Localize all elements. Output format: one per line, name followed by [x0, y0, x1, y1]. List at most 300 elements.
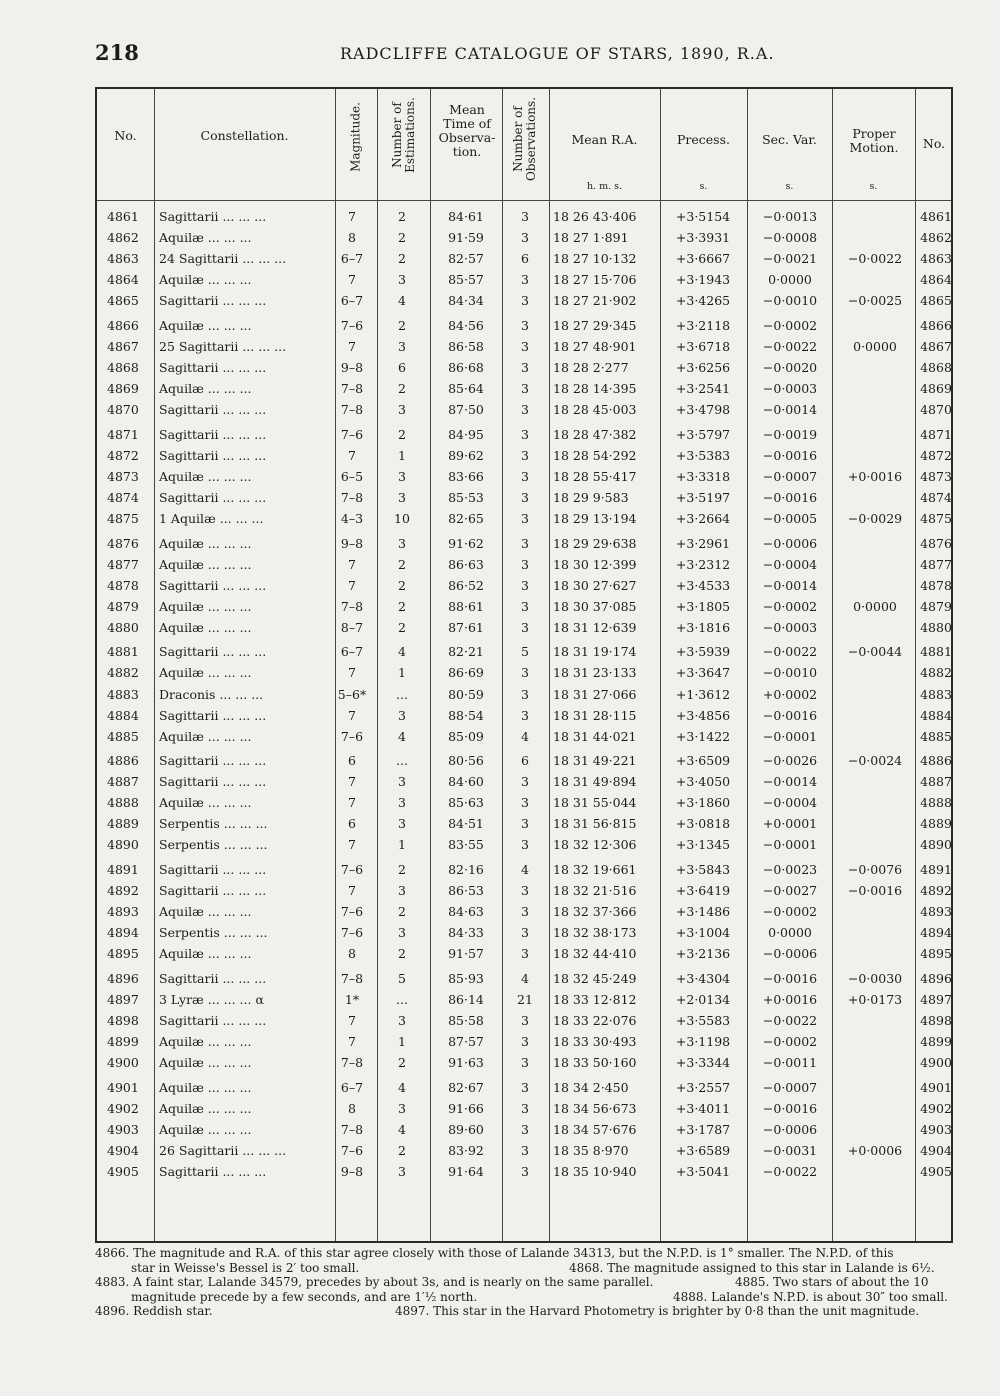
- magnitude: 7–6: [340, 1142, 364, 1158]
- secular-variation: −0·0022: [762, 1013, 818, 1029]
- estimations: 3: [398, 774, 406, 790]
- precession: +3·2961: [675, 535, 731, 551]
- magnitude: 7: [348, 774, 356, 790]
- constellation: Aquilæ ... ... ...: [159, 795, 252, 811]
- observations: 3: [521, 1055, 529, 1071]
- sec-var-units: s.: [785, 181, 794, 192]
- mean-ra: 18 32 38·173: [553, 925, 637, 941]
- proper-motion-units: s.: [869, 181, 878, 192]
- magnitude: 7: [348, 447, 356, 463]
- star-number-right: 4883: [920, 686, 952, 702]
- constellation: Sagittarii ... ... ...: [159, 209, 267, 224]
- constellation: Sagittarii ... ... ...: [159, 447, 267, 463]
- estimations: 4: [398, 1121, 406, 1137]
- mean-time: 84·61: [448, 209, 484, 224]
- precession: +3·2664: [675, 510, 731, 526]
- table-row: [97, 209, 951, 230]
- precession: +3·5197: [675, 489, 731, 505]
- observations: 4: [521, 970, 529, 986]
- precession: +3·2118: [675, 317, 731, 333]
- observations: 3: [521, 883, 529, 899]
- mean-ra: 18 31 27·066: [553, 686, 637, 702]
- mean-ra: 18 35 8·970: [553, 1142, 629, 1158]
- constellation: Aquilæ ... ... ...: [159, 1079, 252, 1095]
- secular-variation: −0·0005: [762, 510, 818, 526]
- star-number-right: 4864: [920, 272, 952, 288]
- constellation: Aquilæ ... ... ...: [159, 468, 252, 484]
- magnitude: 9–8: [340, 535, 364, 551]
- estimations: 3: [398, 816, 406, 832]
- observations: 3: [521, 665, 529, 681]
- star-number-right: 4867: [920, 338, 952, 354]
- estimations: 3: [398, 707, 406, 723]
- magnitude: 7–6: [340, 925, 364, 941]
- precession: +3·2136: [675, 946, 731, 962]
- observations: 3: [521, 577, 529, 593]
- star-number-right: 4861: [920, 209, 952, 224]
- star-number: 4880: [107, 619, 139, 635]
- mean-ra: 18 30 12·399: [553, 556, 637, 572]
- observations: 3: [521, 426, 529, 442]
- table-row: [97, 578, 951, 599]
- mean-ra: 18 30 27·627: [553, 577, 637, 593]
- table-row: [97, 774, 951, 795]
- table-row: [97, 1122, 951, 1143]
- observations: 3: [521, 293, 529, 309]
- estimations: 2: [398, 317, 406, 333]
- secular-variation: 0·0000: [768, 272, 812, 288]
- constellation: Sagittarii ... ... ...: [159, 883, 267, 899]
- precess-units: s.: [699, 181, 708, 192]
- estimations: 2: [398, 619, 406, 635]
- mean-ra: 18 27 1·891: [553, 230, 629, 246]
- constellation: Aquilæ ... ... ...: [159, 381, 252, 396]
- magnitude: 6–7: [340, 1079, 364, 1095]
- observations: 3: [521, 1164, 529, 1179]
- precession: +3·4265: [675, 293, 731, 309]
- precession: +3·4533: [675, 577, 731, 593]
- magnitude: 7–8: [340, 489, 364, 505]
- mean-ra: 18 31 44·021: [553, 728, 637, 744]
- proper-motion: −0·0076: [847, 862, 903, 878]
- star-number: 4904: [107, 1142, 139, 1158]
- mean-time: 85·63: [448, 795, 484, 811]
- estimations: ...: [396, 753, 408, 769]
- secular-variation: −0·0010: [762, 665, 818, 681]
- star-number: 4876: [107, 535, 139, 551]
- mean-ra: 18 33 12·812: [553, 992, 637, 1007]
- table-row: [97, 272, 951, 293]
- secular-variation: −0·0016: [762, 489, 818, 505]
- constellation: 3 Lyræ ... ... ... α: [159, 992, 264, 1007]
- magnitude: 7–6: [340, 426, 364, 442]
- table-row: [97, 644, 951, 665]
- star-number-right: 4901: [920, 1079, 952, 1095]
- note-4888: 4888. Lalande's N.P.D. is about 30″ too small.: [673, 1289, 948, 1304]
- secular-variation: −0·0002: [762, 317, 818, 333]
- secular-variation: −0·0010: [762, 293, 818, 309]
- mean-ra: 18 31 19·174: [553, 644, 637, 660]
- magnitude: 8: [348, 946, 356, 962]
- magnitude: 5–6*: [337, 686, 367, 702]
- precession: +3·6589: [675, 1142, 731, 1158]
- observations: 21: [517, 992, 533, 1007]
- mean-time: 88·54: [448, 707, 484, 723]
- observations: 3: [521, 686, 529, 702]
- observations: 3: [521, 925, 529, 941]
- note-4896: 4896. Reddish star.: [95, 1304, 213, 1318]
- mean-ra: 18 27 10·132: [553, 251, 637, 267]
- precession: +3·5939: [675, 644, 731, 660]
- mean-ra: 18 31 12·639: [553, 619, 637, 635]
- mean-ra: 18 28 55·417: [553, 468, 637, 484]
- table-row: [97, 402, 951, 423]
- secular-variation: −0·0014: [762, 774, 818, 790]
- ra-units: h. m. s.: [586, 181, 623, 192]
- footnotes: [95, 1246, 953, 1319]
- star-number: 4869: [107, 381, 139, 396]
- catalogue-table: [95, 87, 953, 1243]
- observations: 3: [521, 338, 529, 354]
- observations: 3: [521, 556, 529, 572]
- star-number: 4898: [107, 1013, 139, 1029]
- magnitude: 1*: [344, 992, 360, 1007]
- mean-time: 86·69: [448, 665, 484, 681]
- table-row: [97, 230, 951, 251]
- observations: 3: [521, 272, 529, 288]
- magnitude: 7: [348, 577, 356, 593]
- observations: 3: [521, 619, 529, 635]
- constellation: Sagittarii ... ... ...: [159, 402, 267, 418]
- magnitude: 7: [348, 272, 356, 288]
- secular-variation: +0·0002: [762, 686, 818, 702]
- observations: 3: [521, 510, 529, 526]
- star-number: 4887: [107, 774, 139, 790]
- magnitude: 7: [348, 1034, 356, 1050]
- observations: 3: [521, 402, 529, 418]
- star-number: 4873: [107, 468, 139, 484]
- precession: +2·0134: [675, 992, 731, 1007]
- header-no-right: No.: [922, 136, 946, 151]
- mean-time: 91·66: [448, 1100, 484, 1116]
- star-number-right: 4870: [920, 402, 952, 418]
- magnitude: 9–8: [340, 1164, 364, 1179]
- precession: +3·3931: [675, 230, 731, 246]
- header-proper-motion: Proper Motion.: [849, 126, 899, 155]
- table-row: [97, 293, 951, 314]
- constellation: Aquilæ ... ... ...: [159, 1121, 252, 1137]
- mean-time: 80·56: [448, 753, 484, 769]
- precession: +3·3318: [675, 468, 731, 484]
- mean-ra: 18 31 49·221: [553, 753, 637, 769]
- observations: 6: [521, 251, 529, 267]
- star-number-right: 4875: [920, 510, 952, 526]
- secular-variation: −0·0016: [762, 1100, 818, 1116]
- secular-variation: −0·0021: [762, 251, 818, 267]
- estimations: 6: [398, 359, 406, 375]
- estimations: 3: [398, 535, 406, 551]
- table-row: [97, 1013, 951, 1034]
- constellation: Aquilæ ... ... ...: [159, 230, 252, 246]
- constellation: Aquilæ ... ... ...: [159, 728, 252, 744]
- observations: 4: [521, 728, 529, 744]
- observations: 3: [521, 1121, 529, 1137]
- estimations: 2: [398, 556, 406, 572]
- observations: 3: [521, 317, 529, 333]
- note-4883: 4883. A faint star, Lalande 34579, precedes by about 3s, and is nearly on the same parallel.: [95, 1275, 654, 1289]
- secular-variation: +0·0001: [762, 816, 818, 832]
- constellation: Aquilæ ... ... ...: [159, 1100, 252, 1116]
- precession: +3·5797: [675, 426, 731, 442]
- star-number: 4895: [107, 946, 139, 962]
- constellation: Aquilæ ... ... ...: [159, 1034, 252, 1050]
- note-4885-cont: magnitude precede by a few seconds, and are 1′½ north.: [131, 1289, 478, 1304]
- mean-ra: 18 29 9·583: [553, 489, 629, 505]
- precession: +3·6509: [675, 753, 731, 769]
- table-row: [97, 904, 951, 925]
- precession: +3·5383: [675, 447, 731, 463]
- mean-ra: 18 33 50·160: [553, 1055, 637, 1071]
- precession: +3·5583: [675, 1013, 731, 1029]
- constellation: Sagittarii ... ... ...: [159, 774, 267, 790]
- estimations: 1: [398, 665, 406, 681]
- observations: 4: [521, 862, 529, 878]
- star-number: 4885: [107, 728, 139, 744]
- mean-ra: 18 27 48·901: [553, 338, 637, 354]
- table-row: [97, 687, 951, 708]
- estimations: 2: [398, 1142, 406, 1158]
- magnitude: 6–7: [340, 251, 364, 267]
- estimations: 3: [398, 795, 406, 811]
- table-row: [97, 251, 951, 272]
- constellation: Sagittarii ... ... ...: [159, 707, 267, 723]
- table-row: [97, 1034, 951, 1055]
- precession: +3·2312: [675, 556, 731, 572]
- mean-time: 85·64: [448, 381, 484, 396]
- star-number-right: 4902: [920, 1100, 952, 1116]
- estimations: 4: [398, 1079, 406, 1095]
- magnitude: 6–7: [340, 644, 364, 660]
- constellation: Aquilæ ... ... ...: [159, 904, 252, 920]
- constellation: 26 Sagittarii ... ... ...: [159, 1142, 287, 1158]
- precession: +3·1486: [675, 904, 731, 920]
- star-number: 4888: [107, 795, 139, 811]
- star-number-right: 4904: [920, 1142, 952, 1158]
- mean-ra: 18 27 21·902: [553, 293, 637, 309]
- secular-variation: −0·0031: [762, 1142, 818, 1158]
- mean-time: 91·64: [448, 1164, 484, 1179]
- table-row: [97, 511, 951, 532]
- table-row: [97, 427, 951, 448]
- star-number: 4878: [107, 577, 139, 593]
- mean-time: 91·57: [448, 946, 484, 962]
- table-row: [97, 1101, 951, 1122]
- observations: 5: [521, 644, 529, 660]
- precession: +3·1345: [675, 837, 731, 853]
- estimations: 2: [398, 381, 406, 396]
- mean-ra: 18 33 22·076: [553, 1013, 637, 1029]
- secular-variation: −0·0006: [762, 1121, 818, 1137]
- constellation: Aquilæ ... ... ...: [159, 946, 252, 962]
- mean-time: 84·33: [448, 925, 484, 941]
- header-magnitude: Magnitude.: [348, 102, 363, 172]
- mean-time: 86·63: [448, 556, 484, 572]
- header-mean-ra: Mean R.A.: [571, 132, 638, 147]
- star-number: 4877: [107, 556, 139, 572]
- observations: 3: [521, 1142, 529, 1158]
- observations: 3: [521, 1100, 529, 1116]
- header-precess: Precess.: [677, 132, 730, 147]
- estimations: 2: [398, 946, 406, 962]
- star-number: 4861: [107, 209, 139, 224]
- estimations: 1: [398, 1034, 406, 1050]
- star-number-right: 4878: [920, 577, 952, 593]
- proper-motion: −0·0030: [847, 970, 903, 986]
- star-number-right: 4903: [920, 1121, 952, 1137]
- mean-ra: 18 28 14·395: [553, 381, 637, 396]
- mean-ra: 18 31 56·815: [553, 816, 637, 832]
- mean-ra: 18 31 55·044: [553, 795, 637, 811]
- observations: 3: [521, 816, 529, 832]
- table-row: [97, 971, 951, 992]
- mean-ra: 18 29 13·194: [553, 510, 637, 526]
- mean-time: 86·58: [448, 338, 484, 354]
- magnitude: 7: [348, 665, 356, 681]
- table-row: [97, 557, 951, 578]
- estimations: 2: [398, 598, 406, 614]
- magnitude: 7: [348, 883, 356, 899]
- mean-ra: 18 27 29·345: [553, 317, 637, 333]
- precession: +3·6718: [675, 338, 731, 354]
- note-4897: 4897. This star in the Harvard Photometry is brighter by 0·8 than the unit magnitude.: [395, 1304, 920, 1318]
- proper-motion: +0·0173: [847, 992, 903, 1007]
- secular-variation: −0·0027: [762, 883, 818, 899]
- table-row: [97, 946, 951, 967]
- constellation: Sagittarii ... ... ...: [159, 577, 267, 593]
- observations: 3: [521, 837, 529, 853]
- star-number-right: 4862: [920, 230, 952, 246]
- mean-time: 91·59: [448, 230, 484, 246]
- estimations: 10: [394, 510, 410, 526]
- star-number-right: 4879: [920, 598, 952, 614]
- precession: +3·4856: [675, 707, 731, 723]
- observations: 3: [521, 598, 529, 614]
- estimations: 3: [398, 925, 406, 941]
- table-row: [97, 837, 951, 858]
- star-number-right: 4900: [920, 1055, 952, 1071]
- estimations: ...: [396, 686, 408, 702]
- estimations: 1: [398, 837, 406, 853]
- observations: 3: [521, 381, 529, 396]
- star-number-right: 4890: [920, 837, 952, 853]
- table-row: [97, 729, 951, 750]
- secular-variation: −0·0016: [762, 970, 818, 986]
- estimations: 2: [398, 1055, 406, 1071]
- magnitude: 7–6: [340, 728, 364, 744]
- table-row: [97, 862, 951, 883]
- star-number-right: 4876: [920, 535, 952, 551]
- magnitude: 8: [348, 230, 356, 246]
- table-row: [97, 753, 951, 774]
- secular-variation: −0·0011: [762, 1055, 818, 1071]
- proper-motion: 0·0000: [853, 338, 897, 354]
- star-number: 4883: [107, 686, 139, 702]
- star-number-right: 4877: [920, 556, 952, 572]
- mean-time: 91·62: [448, 535, 484, 551]
- estimations: 2: [398, 577, 406, 593]
- constellation: Aquilæ ... ... ...: [159, 598, 252, 614]
- observations: 3: [521, 1079, 529, 1095]
- table-row: [97, 992, 951, 1013]
- star-number-right: 4898: [920, 1013, 952, 1029]
- star-number-right: 4880: [920, 619, 952, 635]
- star-number: 4894: [107, 925, 139, 941]
- precession: +3·5843: [675, 862, 731, 878]
- note-4866: 4866. The magnitude and R.A. of this star agree closely with those of Lalande 34313, but the N.P.D. is 1° smaller. The N.P.D. of this: [95, 1246, 894, 1260]
- mean-ra: 18 34 2·450: [553, 1079, 629, 1095]
- magnitude: 7: [348, 837, 356, 853]
- constellation: Aquilæ ... ... ...: [159, 556, 252, 572]
- mean-time: 86·14: [448, 992, 484, 1007]
- constellation: Sagittarii ... ... ...: [159, 359, 267, 375]
- star-number-right: 4868: [920, 359, 952, 375]
- observations: 3: [521, 795, 529, 811]
- star-number: 4897: [107, 992, 139, 1007]
- mean-time: 86·68: [448, 359, 484, 375]
- star-number: 4866: [107, 317, 139, 333]
- secular-variation: −0·0014: [762, 577, 818, 593]
- constellation: 1 Aquilæ ... ... ...: [159, 510, 264, 526]
- table-row: [97, 381, 951, 402]
- secular-variation: −0·0003: [762, 619, 818, 635]
- star-number-right: 4895: [920, 946, 952, 962]
- header-rule: [97, 200, 951, 201]
- star-number: 4862: [107, 230, 139, 246]
- mean-ra: 18 28 54·292: [553, 447, 637, 463]
- star-number: 4884: [107, 707, 139, 723]
- mean-time: 82·65: [448, 510, 484, 526]
- estimations: 2: [398, 904, 406, 920]
- constellation: Aquilæ ... ... ...: [159, 535, 252, 551]
- table-row: [97, 318, 951, 339]
- magnitude: 7: [348, 556, 356, 572]
- table-row: [97, 1164, 951, 1185]
- table-row: [97, 883, 951, 904]
- estimations: 2: [398, 426, 406, 442]
- table-row: [97, 1055, 951, 1076]
- secular-variation: −0·0001: [762, 837, 818, 853]
- precession: +3·3647: [675, 665, 731, 681]
- estimations: 4: [398, 728, 406, 744]
- table-row: [97, 620, 951, 641]
- secular-variation: −0·0002: [762, 1034, 818, 1050]
- observations: 3: [521, 707, 529, 723]
- mean-time: 89·62: [448, 447, 484, 463]
- precession: +3·1787: [675, 1121, 731, 1137]
- table-row: [97, 665, 951, 686]
- mean-time: 91·63: [448, 1055, 484, 1071]
- precession: +3·4050: [675, 774, 731, 790]
- magnitude: 7: [348, 795, 356, 811]
- star-number-right: 4865: [920, 293, 952, 309]
- precession: +3·1943: [675, 272, 731, 288]
- mean-time: 88·61: [448, 598, 484, 614]
- header-constellation: Constellation.: [200, 128, 289, 143]
- estimations: 4: [398, 293, 406, 309]
- secular-variation: −0·0026: [762, 753, 818, 769]
- header-no: No.: [114, 128, 137, 143]
- star-number: 4905: [107, 1164, 139, 1179]
